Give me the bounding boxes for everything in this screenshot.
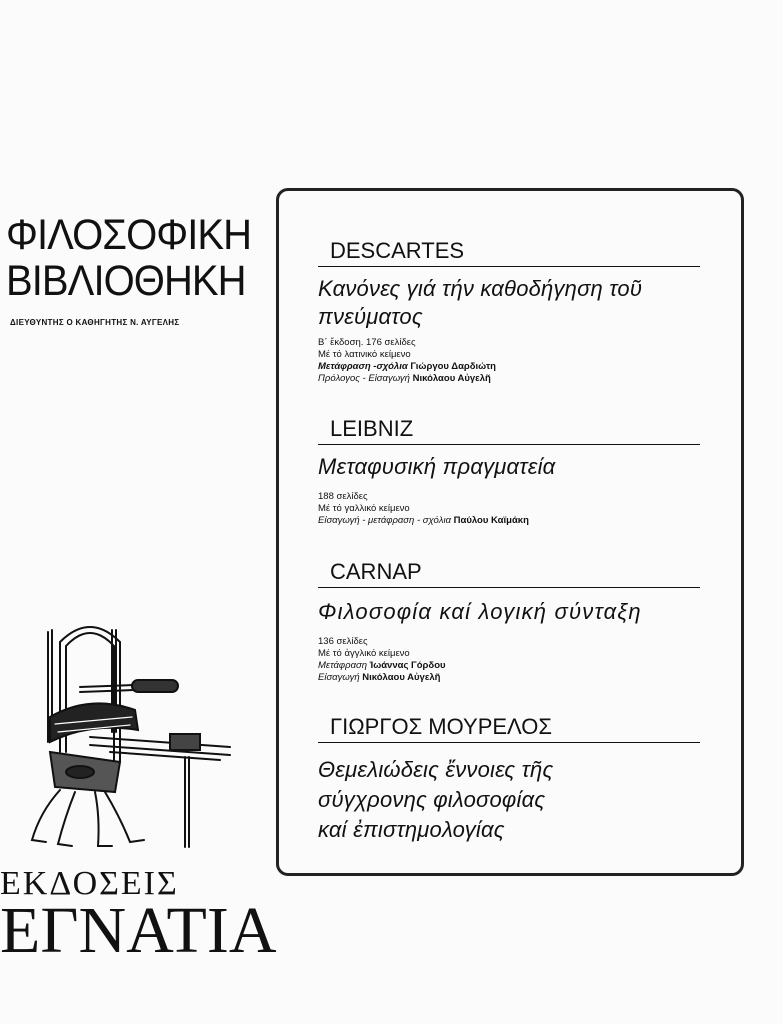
book-meta-line	[318, 361, 708, 373]
meta-person: Γιώργου Δαρδιώτη	[410, 361, 496, 372]
book-carnap	[318, 559, 708, 684]
book-title-line: πνεύματος	[318, 304, 423, 329]
series-title-line1: ΦΙΛΟΣΟΦΙΚΗ	[6, 211, 252, 259]
book-meta	[318, 491, 708, 527]
series-title	[6, 212, 252, 304]
book-title-line: Κανόνες γιά τήν καθοδήγηση τοῦ	[318, 276, 643, 301]
book-title-line: Θεμελιώδεις ἔννοιες τῆς	[318, 757, 554, 782]
book-author: ΓΙΩΡΓΟΣ ΜΟΥΡΕΛΟΣ	[318, 714, 700, 743]
series-director: ΔΙΕΥΘΥΝΤΗΣ Ο ΚΑΘΗΓΗΤΗΣ Ν. ΑΥΓΕΛΗΣ	[10, 318, 180, 327]
meta-label: Μετάφραση -σχόλια	[318, 361, 408, 372]
book-meta-line: Β΄ ἔκδοση. 176 σελίδες	[318, 337, 416, 348]
book-title-line: Μεταφυσική πραγματεία	[318, 454, 556, 479]
book-title-line: Φιλοσοφία καί λογική σύνταξη	[318, 599, 642, 624]
series-title-line2: ΒΙΒΛΙΟΘΗΚΗ	[6, 257, 246, 305]
meta-label: Εἰσαγωγή - μετάφραση - σχόλια	[318, 515, 451, 526]
book-meta-line	[318, 660, 708, 672]
book-meta	[318, 636, 708, 684]
publisher-label: ΕΚΔΟΣΕΙΣ	[0, 865, 179, 902]
book-meta-line	[318, 373, 708, 385]
meta-label: Μετάφραση	[318, 660, 367, 671]
book-meta-line	[318, 515, 708, 527]
meta-label: Εἰσαγωγή	[318, 672, 360, 683]
book-title	[318, 755, 708, 845]
book-title-line: σύγχρονης φιλοσοφίας	[318, 787, 546, 812]
meta-person: Νικόλαου Αὐγελῆ	[412, 373, 491, 384]
book-title	[318, 275, 708, 331]
book-meta-line: 136 σελίδες	[318, 636, 368, 647]
book-meta-line: 188 σελίδες	[318, 491, 368, 502]
meta-person: Παύλου Καϊμάκη	[453, 515, 529, 526]
book-author: CARNAP	[318, 559, 700, 588]
book-meta-line	[318, 672, 708, 684]
meta-person: Νικόλαου Αὐγελῆ	[362, 672, 441, 683]
book-author: LEIBNIZ	[318, 416, 700, 445]
book-title	[318, 453, 708, 481]
meta-label: Πρόλογος - Εἰσαγωγή	[318, 373, 410, 384]
printing-press-icon	[20, 612, 240, 862]
publisher-name: ΕΓΝΑΤΙΑ	[0, 894, 277, 967]
book-mourelos	[318, 714, 708, 845]
book-title	[318, 598, 708, 626]
book-meta-line: Μέ τό γαλλικό κείμενο	[318, 503, 410, 514]
book-meta-line: Μέ τό λατινικό κείμενο	[318, 349, 411, 360]
book-descartes	[318, 238, 708, 385]
book-leibniz	[318, 416, 708, 527]
book-author: DESCARTES	[318, 238, 700, 267]
book-meta-line: Μέ τό ἀγγλικό κείμενο	[318, 648, 410, 659]
book-meta	[318, 337, 708, 385]
meta-person: Ἰωάννας Γόρδου	[369, 660, 446, 671]
book-title-line: καί ἐπιστημολογίας	[318, 817, 505, 842]
